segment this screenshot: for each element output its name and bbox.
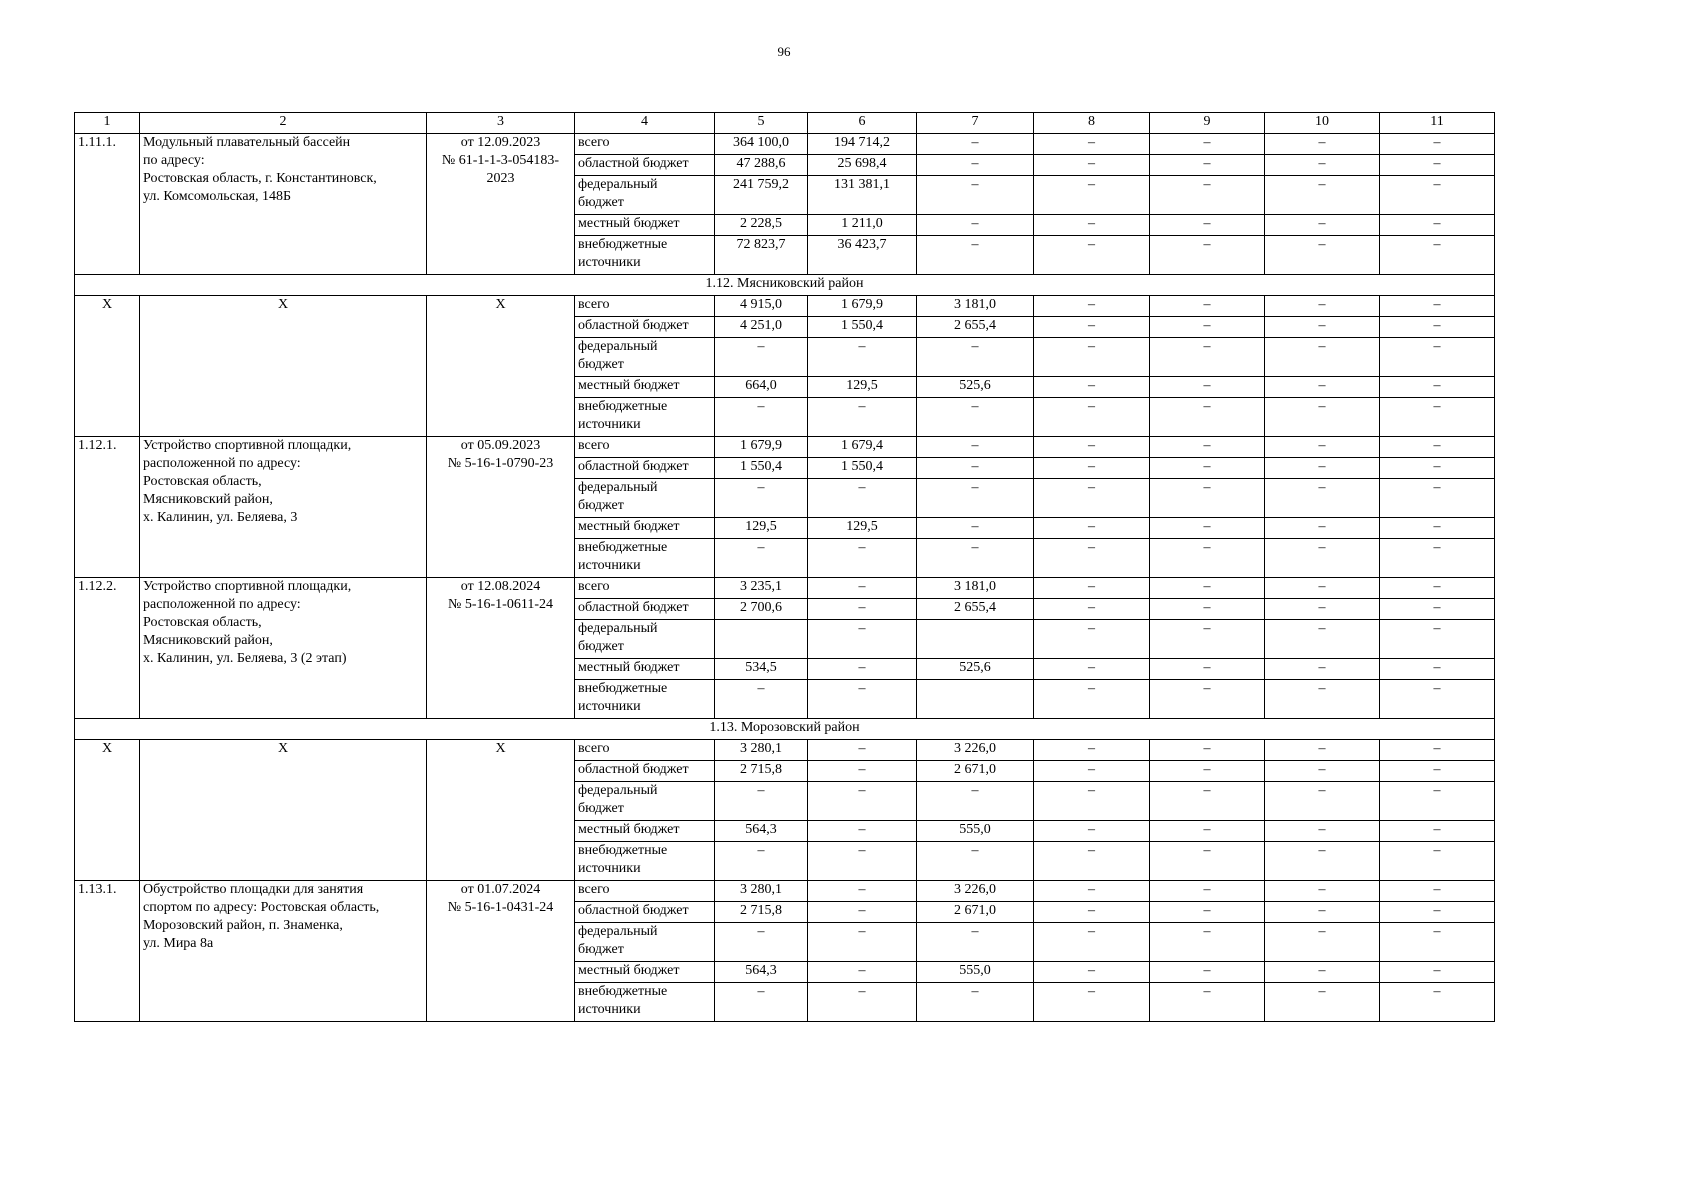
amount-cell: –	[1150, 317, 1265, 338]
page-number: 96	[777, 44, 791, 59]
amount-cell: –	[1150, 338, 1265, 377]
amount-cell: –	[1034, 236, 1150, 275]
amount-cell: 36 423,7	[808, 236, 917, 275]
amount-cell: 25 698,4	[808, 155, 917, 176]
amount-cell: –	[1034, 620, 1150, 659]
amount-cell: –	[1150, 479, 1265, 518]
amount-cell: –	[1380, 821, 1495, 842]
amount-cell: 3 226,0	[917, 881, 1034, 902]
amount-cell: 564,3	[715, 821, 808, 842]
amount-cell: –	[1380, 437, 1495, 458]
amount-cell	[917, 620, 1034, 659]
item-number: 1.13.1.	[75, 881, 140, 1022]
table-row	[75, 881, 1495, 902]
amount-cell: –	[1150, 155, 1265, 176]
amount-cell: 3 280,1	[715, 881, 808, 902]
amount-cell: –	[1265, 437, 1380, 458]
amount-cell: –	[1380, 599, 1495, 620]
funding-source: федеральный бюджет	[575, 923, 715, 962]
amount-cell: –	[917, 215, 1034, 236]
item-name: Устройство спортивной площадки, расположенной по адресу: Ростовская область, Мясниковский район, х. Калинин, ул. Беляева, 3	[140, 437, 427, 578]
amount-cell: –	[1265, 236, 1380, 275]
item-document: X	[427, 740, 575, 881]
amount-cell: 129,5	[808, 377, 917, 398]
amount-cell: 525,6	[917, 659, 1034, 680]
amount-cell: –	[917, 782, 1034, 821]
item-document: от 01.07.2024 № 5-16-1-0431-24	[427, 881, 575, 1022]
amount-cell: –	[1265, 215, 1380, 236]
amount-cell: –	[808, 923, 917, 962]
funding-source: внебюджетные источники	[575, 398, 715, 437]
amount-cell: –	[1265, 317, 1380, 338]
amount-cell: 555,0	[917, 821, 1034, 842]
funding-source: внебюджетные источники	[575, 842, 715, 881]
amount-cell: 131 381,1	[808, 176, 917, 215]
amount-cell: 241 759,2	[715, 176, 808, 215]
amount-cell: –	[1380, 176, 1495, 215]
amount-cell: –	[1380, 680, 1495, 719]
table-row	[75, 578, 1495, 599]
amount-cell: –	[917, 458, 1034, 479]
funding-source: местный бюджет	[575, 215, 715, 236]
funding-source: федеральный бюджет	[575, 479, 715, 518]
amount-cell: –	[715, 398, 808, 437]
amount-cell: –	[1150, 377, 1265, 398]
amount-cell: 2 228,5	[715, 215, 808, 236]
item-number: 1.12.1.	[75, 437, 140, 578]
amount-cell: –	[1265, 881, 1380, 902]
amount-cell: 534,5	[715, 659, 808, 680]
amount-cell: –	[1380, 740, 1495, 761]
funding-source: федеральный бюджет	[575, 620, 715, 659]
amount-cell: –	[1034, 782, 1150, 821]
amount-cell: 2 671,0	[917, 761, 1034, 782]
amount-cell: –	[1034, 338, 1150, 377]
amount-cell: 2 655,4	[917, 599, 1034, 620]
amount-cell: –	[808, 338, 917, 377]
item-document: от 12.08.2024 № 5-16-1-0611-24	[427, 578, 575, 719]
item-number: X	[75, 740, 140, 881]
amount-cell: –	[808, 398, 917, 437]
item-name: Модульный плавательный бассейн по адресу: Ростовская область, г. Константиновск, ул. Комсомольская, 148Б	[140, 134, 427, 275]
amount-cell: 1 679,9	[715, 437, 808, 458]
amount-cell: 3 280,1	[715, 740, 808, 761]
amount-cell: –	[1265, 962, 1380, 983]
amount-cell: –	[1380, 782, 1495, 821]
amount-cell: 564,3	[715, 962, 808, 983]
amount-cell: –	[917, 437, 1034, 458]
amount-cell: –	[1150, 782, 1265, 821]
amount-cell: –	[1150, 962, 1265, 983]
amount-cell: –	[1150, 578, 1265, 599]
funding-source: федеральный бюджет	[575, 338, 715, 377]
column-header: 10	[1265, 113, 1380, 134]
amount-cell: –	[1265, 398, 1380, 437]
amount-cell: –	[1150, 134, 1265, 155]
amount-cell: –	[1150, 437, 1265, 458]
amount-cell: –	[1265, 782, 1380, 821]
funding-source: федеральный бюджет	[575, 176, 715, 215]
amount-cell: –	[917, 479, 1034, 518]
funding-source: местный бюджет	[575, 518, 715, 539]
amount-cell: –	[1150, 176, 1265, 215]
item-number: X	[75, 296, 140, 437]
amount-cell: –	[1150, 539, 1265, 578]
column-header: 5	[715, 113, 808, 134]
item-name: Устройство спортивной площадки, расположенной по адресу: Ростовская область, Мясниковский район, х. Калинин, ул. Беляева, 3 (2 этап)	[140, 578, 427, 719]
funding-source: внебюджетные источники	[575, 680, 715, 719]
amount-cell: –	[1380, 377, 1495, 398]
column-header: 9	[1150, 113, 1265, 134]
amount-cell: –	[1150, 458, 1265, 479]
amount-cell: –	[1380, 761, 1495, 782]
table-row	[75, 296, 1495, 317]
amount-cell: –	[715, 338, 808, 377]
amount-cell: –	[1265, 458, 1380, 479]
amount-cell: –	[1265, 740, 1380, 761]
amount-cell: –	[917, 338, 1034, 377]
funding-source: всего	[575, 740, 715, 761]
column-header: 1	[75, 113, 140, 134]
funding-source: областной бюджет	[575, 458, 715, 479]
amount-cell: –	[1265, 176, 1380, 215]
amount-cell: –	[715, 983, 808, 1022]
amount-cell: –	[1034, 902, 1150, 923]
funding-source: федеральный бюджет	[575, 782, 715, 821]
amount-cell: –	[1034, 215, 1150, 236]
amount-cell: –	[917, 983, 1034, 1022]
funding-source: всего	[575, 437, 715, 458]
amount-cell: 1 679,9	[808, 296, 917, 317]
amount-cell: 1 550,4	[715, 458, 808, 479]
item-number: 1.11.1.	[75, 134, 140, 275]
amount-cell: –	[1150, 821, 1265, 842]
amount-cell: –	[1380, 578, 1495, 599]
amount-cell: –	[1150, 215, 1265, 236]
amount-cell: –	[1265, 659, 1380, 680]
amount-cell: 3 235,1	[715, 578, 808, 599]
amount-cell: –	[715, 782, 808, 821]
amount-cell: –	[1034, 599, 1150, 620]
amount-cell: –	[1034, 962, 1150, 983]
column-header: 8	[1034, 113, 1150, 134]
funding-source: областной бюджет	[575, 317, 715, 338]
amount-cell: –	[1034, 680, 1150, 719]
amount-cell: –	[1380, 479, 1495, 518]
amount-cell: –	[1034, 479, 1150, 518]
section-row	[75, 275, 1495, 296]
amount-cell: –	[1150, 296, 1265, 317]
amount-cell: 2 700,6	[715, 599, 808, 620]
amount-cell: –	[1380, 983, 1495, 1022]
amount-cell: –	[1034, 437, 1150, 458]
column-header: 4	[575, 113, 715, 134]
item-document: от 05.09.2023 № 5-16-1-0790-23	[427, 437, 575, 578]
amount-cell: 2 655,4	[917, 317, 1034, 338]
funding-source: местный бюджет	[575, 659, 715, 680]
amount-cell: –	[808, 782, 917, 821]
amount-cell: –	[808, 539, 917, 578]
amount-cell: 1 679,4	[808, 437, 917, 458]
amount-cell: –	[917, 236, 1034, 275]
amount-cell: –	[1034, 176, 1150, 215]
amount-cell: 129,5	[715, 518, 808, 539]
funding-source: местный бюджет	[575, 377, 715, 398]
amount-cell: 72 823,7	[715, 236, 808, 275]
amount-cell: –	[1265, 761, 1380, 782]
amount-cell: –	[1265, 620, 1380, 659]
amount-cell: –	[808, 761, 917, 782]
amount-cell: –	[917, 134, 1034, 155]
amount-cell: –	[808, 842, 917, 881]
amount-cell: –	[1265, 518, 1380, 539]
amount-cell: –	[715, 539, 808, 578]
amount-cell: –	[715, 923, 808, 962]
amount-cell: –	[1034, 377, 1150, 398]
amount-cell: –	[1380, 842, 1495, 881]
column-header: 3	[427, 113, 575, 134]
column-header: 2	[140, 113, 427, 134]
section-title: 1.13. Морозовский район	[75, 719, 1495, 740]
amount-cell: –	[1265, 923, 1380, 962]
item-document: от 12.09.2023 № 61-1-1-3-054183- 2023	[427, 134, 575, 275]
amount-cell: –	[1265, 134, 1380, 155]
amount-cell: –	[1265, 539, 1380, 578]
amount-cell: –	[1034, 317, 1150, 338]
column-header: 7	[917, 113, 1034, 134]
amount-cell: –	[808, 578, 917, 599]
table-row	[75, 437, 1495, 458]
amount-cell: –	[1034, 983, 1150, 1022]
item-number: 1.12.2.	[75, 578, 140, 719]
funding-source: местный бюджет	[575, 962, 715, 983]
table-row	[75, 134, 1495, 155]
amount-cell: –	[1380, 398, 1495, 437]
amount-cell: 364 100,0	[715, 134, 808, 155]
amount-cell: –	[808, 962, 917, 983]
amount-cell: –	[1265, 983, 1380, 1022]
amount-cell: –	[1265, 377, 1380, 398]
amount-cell: –	[1150, 761, 1265, 782]
funding-source: внебюджетные источники	[575, 236, 715, 275]
amount-cell: 3 181,0	[917, 296, 1034, 317]
amount-cell: –	[917, 539, 1034, 578]
table-row	[75, 740, 1495, 761]
amount-cell: –	[1034, 296, 1150, 317]
amount-cell: –	[808, 821, 917, 842]
amount-cell: –	[1150, 881, 1265, 902]
funding-source: всего	[575, 881, 715, 902]
amount-cell: –	[715, 680, 808, 719]
amount-cell: –	[1034, 539, 1150, 578]
amount-cell: –	[1380, 518, 1495, 539]
amount-cell: –	[1034, 134, 1150, 155]
funding-source: местный бюджет	[575, 821, 715, 842]
amount-cell: 2 671,0	[917, 902, 1034, 923]
amount-cell: –	[1150, 740, 1265, 761]
funding-source: областной бюджет	[575, 599, 715, 620]
amount-cell: –	[1265, 155, 1380, 176]
amount-cell: –	[808, 680, 917, 719]
column-header: 6	[808, 113, 917, 134]
amount-cell: –	[1034, 923, 1150, 962]
item-document: X	[427, 296, 575, 437]
amount-cell: 555,0	[917, 962, 1034, 983]
amount-cell: –	[808, 599, 917, 620]
amount-cell: –	[917, 923, 1034, 962]
amount-cell: –	[1150, 599, 1265, 620]
amount-cell: –	[1265, 842, 1380, 881]
amount-cell: –	[1265, 296, 1380, 317]
amount-cell: –	[1034, 740, 1150, 761]
amount-cell: –	[1150, 398, 1265, 437]
amount-cell: –	[1150, 983, 1265, 1022]
amount-cell: –	[1034, 518, 1150, 539]
amount-cell: 2 715,8	[715, 902, 808, 923]
funding-source: всего	[575, 134, 715, 155]
amount-cell: –	[1150, 680, 1265, 719]
column-header: 11	[1380, 113, 1495, 134]
amount-cell: –	[1034, 398, 1150, 437]
amount-cell: –	[1150, 236, 1265, 275]
funding-source: всего	[575, 578, 715, 599]
amount-cell: 2 715,8	[715, 761, 808, 782]
amount-cell: 3 181,0	[917, 578, 1034, 599]
amount-cell: –	[1034, 842, 1150, 881]
amount-cell: –	[1265, 821, 1380, 842]
funding-source: внебюджетные источники	[575, 983, 715, 1022]
section-title: 1.12. Мясниковский район	[75, 275, 1495, 296]
amount-cell: –	[1380, 296, 1495, 317]
amount-cell: –	[1150, 923, 1265, 962]
amount-cell: –	[1150, 620, 1265, 659]
amount-cell: –	[1380, 881, 1495, 902]
amount-cell: –	[1380, 215, 1495, 236]
amount-cell: –	[1380, 458, 1495, 479]
amount-cell: –	[1380, 923, 1495, 962]
amount-cell: –	[1380, 317, 1495, 338]
amount-cell: –	[715, 479, 808, 518]
amount-cell: –	[1150, 902, 1265, 923]
amount-cell: –	[1034, 155, 1150, 176]
amount-cell: 4 915,0	[715, 296, 808, 317]
amount-cell: –	[1034, 821, 1150, 842]
amount-cell: 129,5	[808, 518, 917, 539]
table-body	[75, 113, 1495, 1022]
amount-cell: –	[808, 881, 917, 902]
funding-source: областной бюджет	[575, 761, 715, 782]
amount-cell	[715, 620, 808, 659]
item-name: Обустройство площадки для занятия спортом по адресу: Ростовская область, Морозовский район, п. Знаменка, ул. Мира 8а	[140, 881, 427, 1022]
amount-cell: –	[808, 659, 917, 680]
amount-cell: –	[1380, 155, 1495, 176]
amount-cell: –	[917, 842, 1034, 881]
item-name: X	[140, 740, 427, 881]
amount-cell: –	[1265, 338, 1380, 377]
amount-cell: –	[1034, 458, 1150, 479]
amount-cell: –	[1380, 620, 1495, 659]
amount-cell: 47 288,6	[715, 155, 808, 176]
funding-source: всего	[575, 296, 715, 317]
amount-cell: –	[1265, 902, 1380, 923]
amount-cell: –	[1380, 236, 1495, 275]
section-row	[75, 719, 1495, 740]
amount-cell: 4 251,0	[715, 317, 808, 338]
amount-cell: –	[1034, 881, 1150, 902]
amount-cell: –	[1380, 338, 1495, 377]
header-row	[75, 113, 1495, 134]
amount-cell: –	[1265, 680, 1380, 719]
amount-cell: 1 550,4	[808, 458, 917, 479]
amount-cell: 664,0	[715, 377, 808, 398]
amount-cell: –	[1034, 761, 1150, 782]
amount-cell: –	[1150, 842, 1265, 881]
amount-cell: –	[1380, 539, 1495, 578]
amount-cell: –	[808, 479, 917, 518]
amount-cell: –	[808, 620, 917, 659]
amount-cell: 1 211,0	[808, 215, 917, 236]
amount-cell: –	[808, 740, 917, 761]
funding-source: областной бюджет	[575, 155, 715, 176]
amount-cell: –	[1265, 479, 1380, 518]
amount-cell: –	[1380, 659, 1495, 680]
amount-cell: –	[1380, 134, 1495, 155]
amount-cell: –	[1380, 962, 1495, 983]
amount-cell: –	[917, 518, 1034, 539]
amount-cell: –	[1034, 659, 1150, 680]
funding-source: областной бюджет	[575, 902, 715, 923]
amount-cell: –	[1150, 659, 1265, 680]
amount-cell: –	[917, 398, 1034, 437]
amount-cell: –	[808, 983, 917, 1022]
amount-cell	[917, 680, 1034, 719]
amount-cell: –	[1034, 578, 1150, 599]
financing-table	[74, 112, 1495, 1022]
amount-cell: –	[808, 902, 917, 923]
amount-cell: –	[917, 155, 1034, 176]
amount-cell: –	[1265, 599, 1380, 620]
amount-cell: 525,6	[917, 377, 1034, 398]
amount-cell: –	[1150, 518, 1265, 539]
amount-cell: –	[917, 176, 1034, 215]
amount-cell: –	[1380, 902, 1495, 923]
amount-cell: 3 226,0	[917, 740, 1034, 761]
item-name: X	[140, 296, 427, 437]
amount-cell: 194 714,2	[808, 134, 917, 155]
amount-cell: –	[715, 842, 808, 881]
amount-cell: 1 550,4	[808, 317, 917, 338]
funding-source: внебюджетные источники	[575, 539, 715, 578]
amount-cell: –	[1265, 578, 1380, 599]
